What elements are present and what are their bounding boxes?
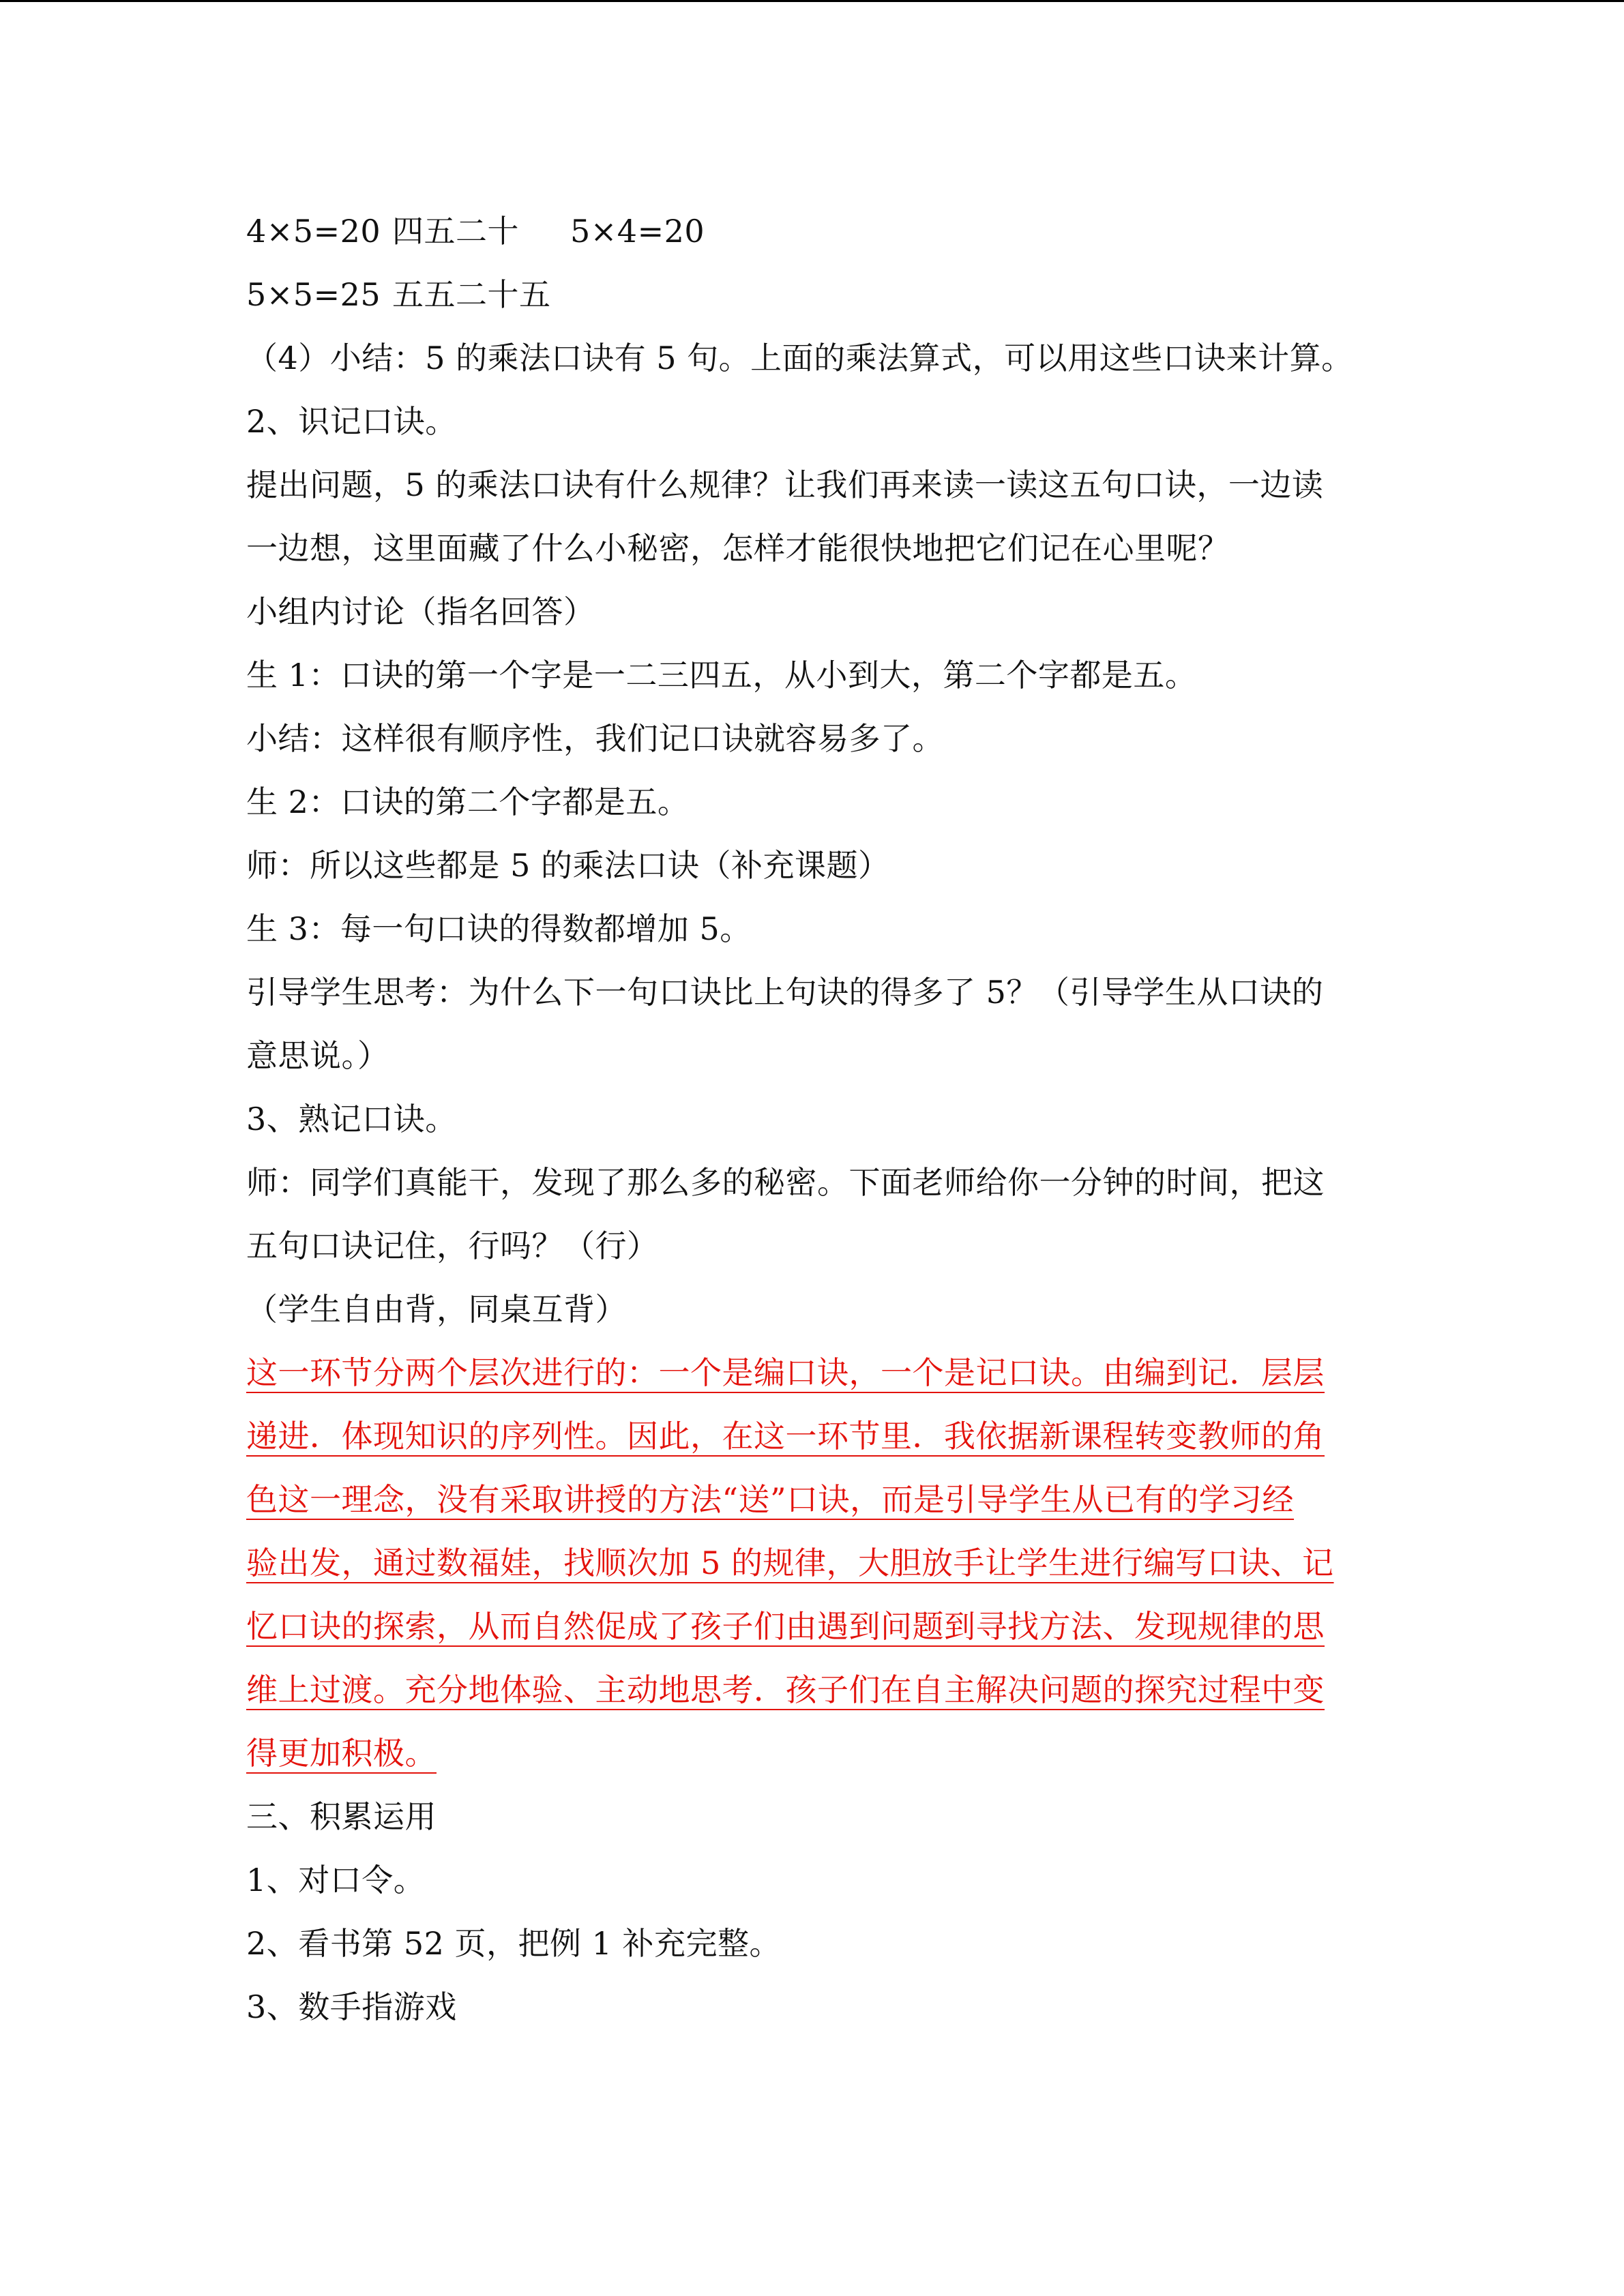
commentary-line: 色这一理念，没有采取讲授的方法“送”口诀，而是引导学生从已有的学习经	[246, 1481, 1295, 1518]
summary-line: （4）小结：5 的乘法口诀有 5 句。上面的乘法算式，可以用这些口诀来计算。	[246, 340, 1353, 376]
equation-row	[246, 263, 1365, 327]
commentary-line: 这一环节分两个层次进行的：一个是编口诀，一个是记口诀。由编到记．层层	[246, 1354, 1325, 1391]
body-line: 提出问题，5 的乘法口诀有什么规律？让我们再来读一读这五句口诀，一边读	[246, 466, 1324, 503]
student-answer: 生 1：口诀的第一个字是一二三四五，从小到大，第二个字都是五。	[246, 657, 1197, 694]
equation-swap: 5×4=20	[570, 213, 705, 250]
step-heading: 3、熟记口诀。	[246, 1101, 457, 1137]
teacher-line: 师：所以这些都是 5 的乘法口诀（补充课题）	[246, 847, 890, 884]
section-apply	[246, 1785, 1365, 2039]
equation-rhyme: 五五二十五	[392, 276, 551, 313]
teacher-line: 师：同学们真能干，发现了那么多的秘密。下面老师给你一分钟的时间，把这	[246, 1164, 1325, 1201]
lesson-body	[246, 327, 1365, 1341]
equation-expression: 5×5=25	[246, 276, 381, 313]
equation-rhyme: 四五二十	[392, 213, 519, 250]
body-line: 小结：这样很有顺序性，我们记口诀就容易多了。	[246, 720, 944, 757]
step-heading: 2、识记口诀。	[246, 403, 457, 440]
activity-item: 2、看书第 52 页，把例 1 补充完整。	[246, 1925, 782, 1962]
design-commentary	[246, 1341, 1365, 1785]
commentary-line: 得更加积极。	[246, 1735, 437, 1772]
body-line: （学生自由背，同桌互背）	[246, 1291, 627, 1328]
equation-row	[246, 200, 1365, 263]
activity-item: 1、对口令。	[246, 1862, 426, 1898]
body-line: 引导学生思考：为什么下一句口诀比上句诀的得多了 5？（引导学生从口诀的	[246, 974, 1324, 1011]
commentary-line: 验出发，通过数福娃，找顺次加 5 的规律，大胆放手让学生进行编写口诀、记	[246, 1545, 1334, 1581]
body-line: 小组内讨论（指名回答）	[246, 593, 595, 630]
commentary-line: 维上过渡。充分地体验、主动地思考．孩子们在自主解决问题的探究过程中变	[246, 1671, 1325, 1708]
activity-item: 3、数手指游戏	[246, 1988, 457, 2025]
section-heading: 三、积累运用	[246, 1798, 437, 1835]
body-line: 一边想，这里面藏了什么小秘密，怎样才能很快地把它们记在心里呢？	[246, 530, 1230, 567]
commentary-line: 忆口诀的探索，从而自然促成了孩子们由遇到问题到寻找方法、发现规律的思	[246, 1608, 1325, 1645]
equation-expression: 4×5=20	[246, 213, 381, 250]
body-line: 意思说。）	[246, 1037, 389, 1074]
page-top-border	[0, 0, 1624, 2]
student-answer: 生 3：每一句口诀的得数都增加 5。	[246, 910, 752, 947]
student-answer: 生 2：口诀的第二个字都是五。	[246, 784, 690, 820]
document-page	[246, 200, 1365, 2039]
body-line: 五句口诀记住，行吗？（行）	[246, 1227, 659, 1264]
commentary-line: 递进．体现知识的序列性。因此，在这一环节里．我依据新课程转变教师的角	[246, 1418, 1325, 1455]
